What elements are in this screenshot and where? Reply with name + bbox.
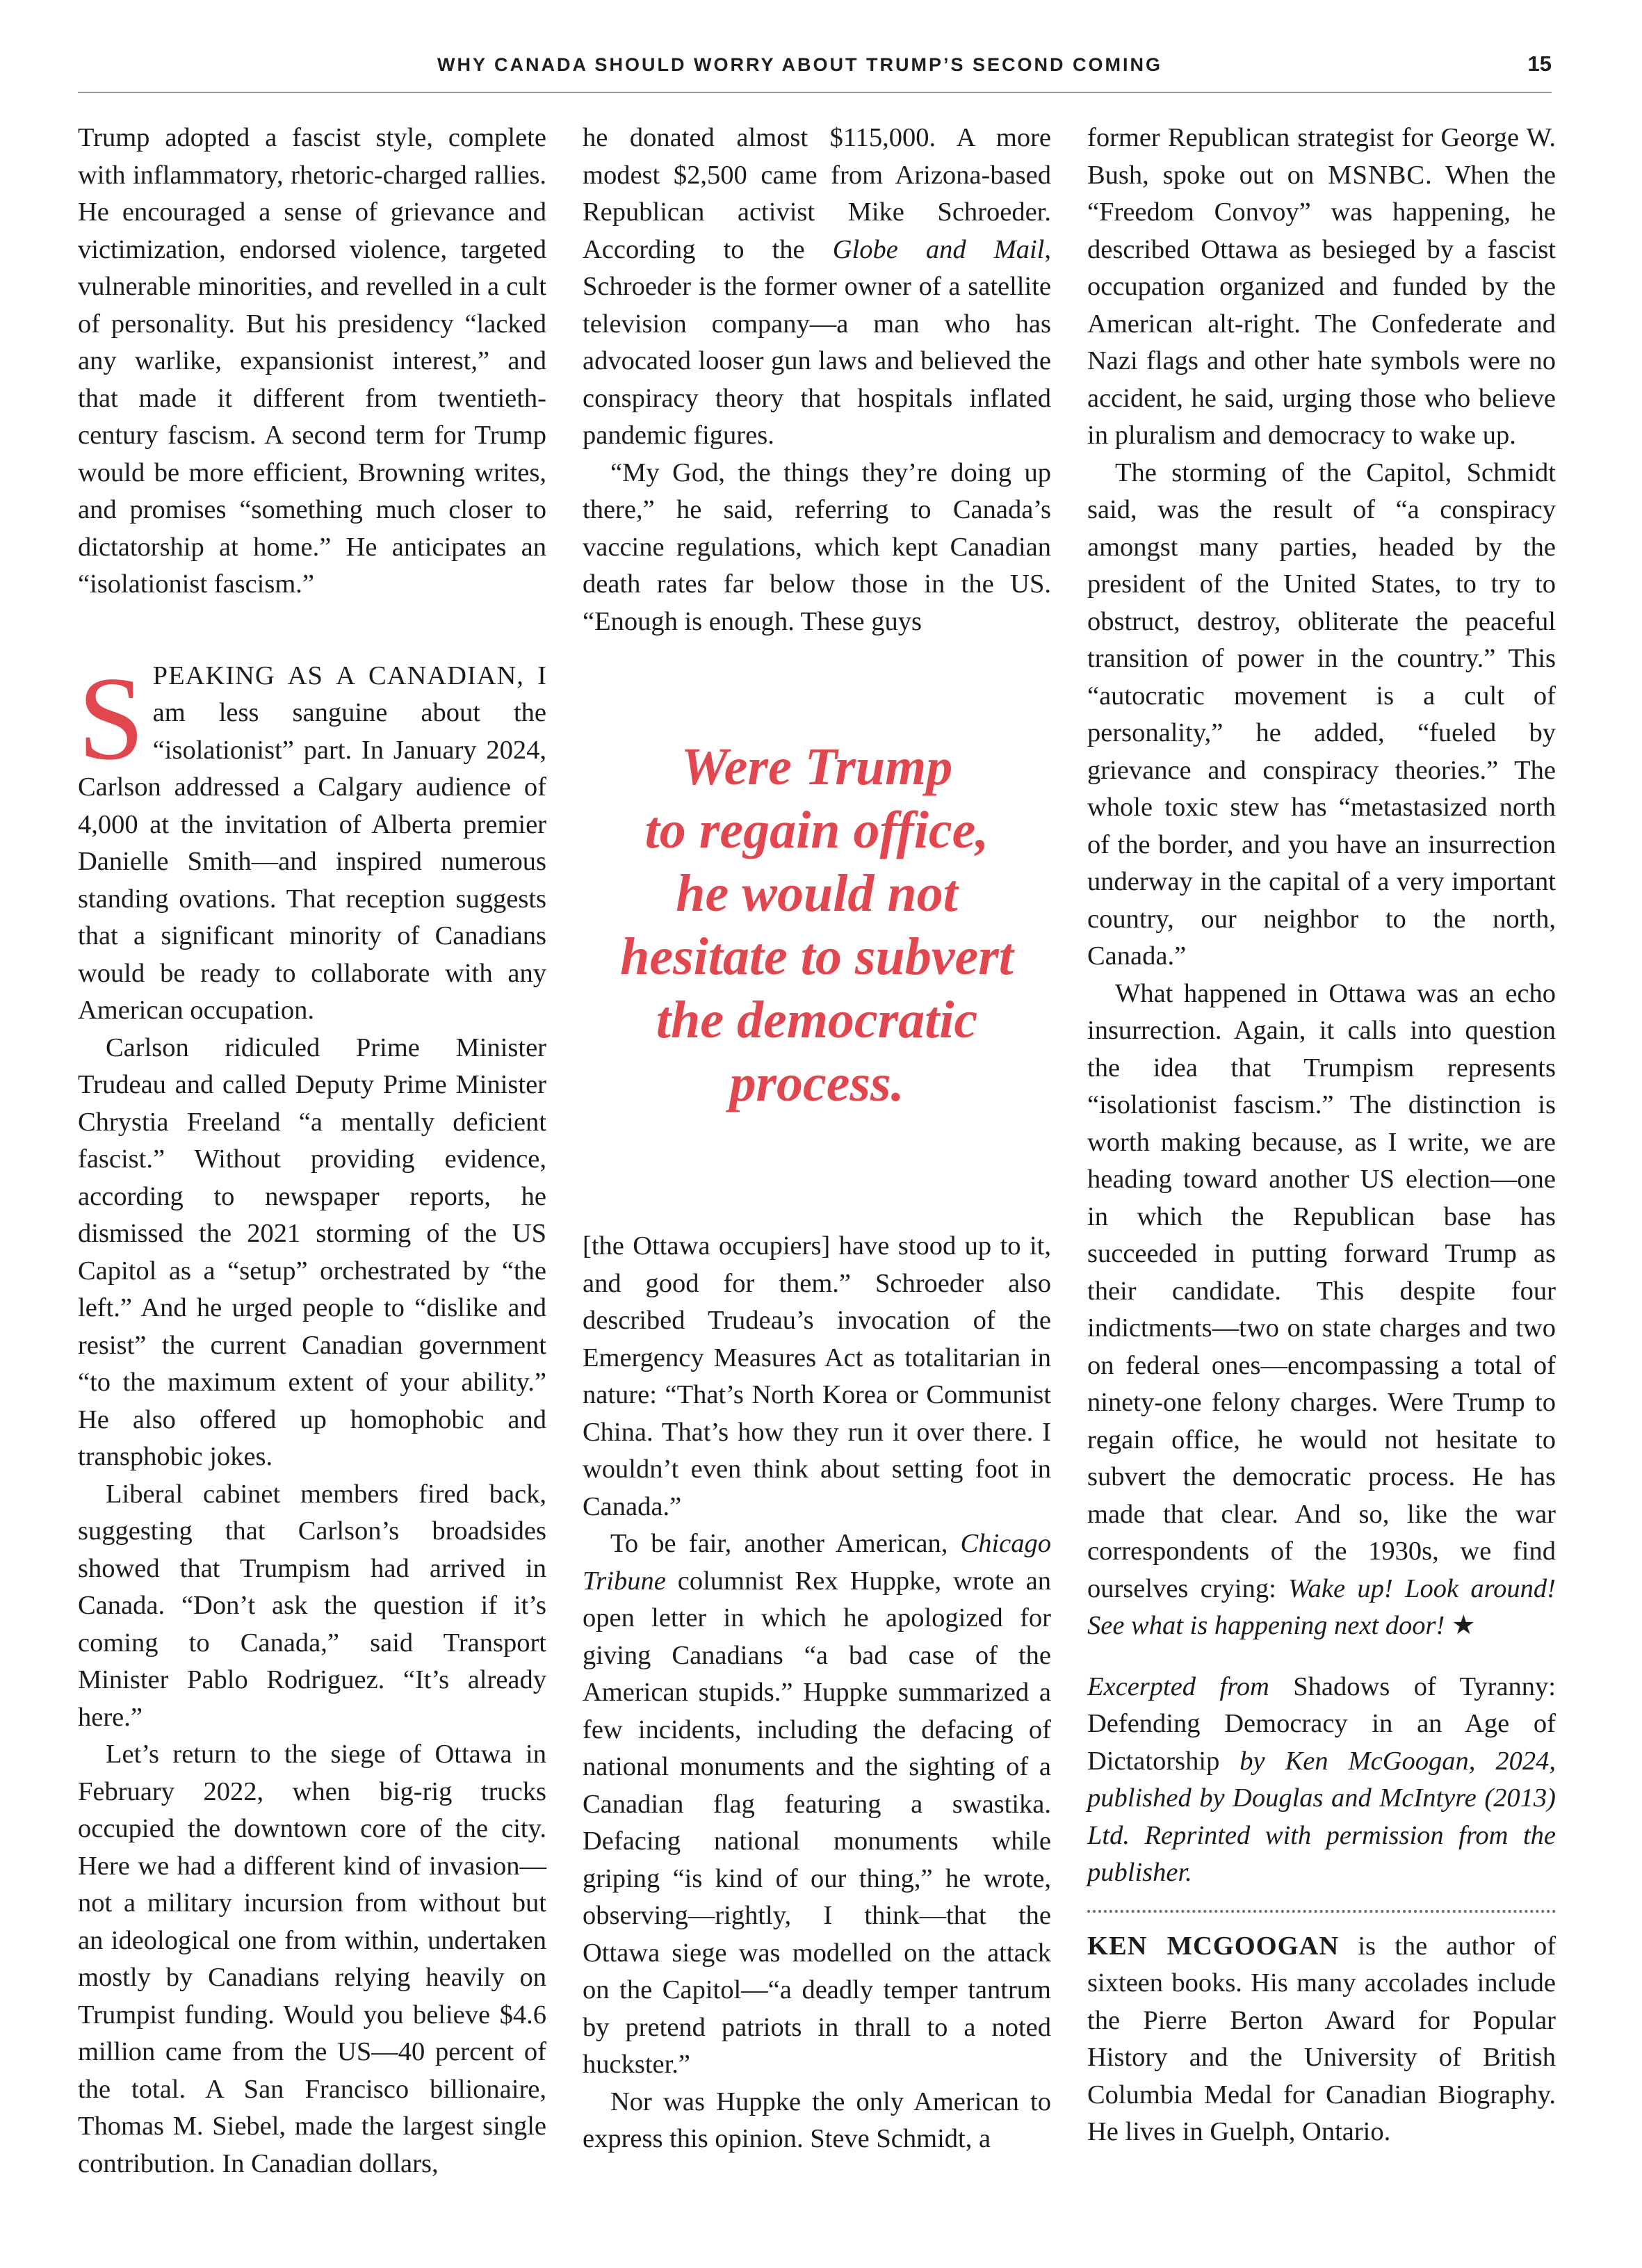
pull-quote-line: Were Trump	[681, 738, 953, 796]
paragraph: Carlson ridiculed Prime Minister Trudeau and called Deputy Prime Minister Chrystia Freeland “a mentally deficient fascist.” Without providing evidence, according to newspaper reports, he dismissed the 2021 storming of the US Capitol as a “setup” orchestrated by “the left.” And he urged people to “dislike and resist” the current Canadian government “to the maximum extent of your ability.” He also offered up homophobic and transphobic jokes.	[78, 1032, 546, 1471]
section-opening-paragraph	[78, 652, 546, 1030]
closing-paragraph	[1087, 975, 1556, 1645]
paragraph-text: To be fair, another American,	[610, 1529, 961, 1558]
paragraph: The storming of the Capitol, Schmidt said, was the result of “a conspiracy amongst many parties, headed by the president of the United States, to try to obstruct, destroy, obliterate the peaceful transition of power in the country.” This “autocratic movement is a cult of personality,” he added, “fueled by grievance and conspiracy theories.” The whole toxic stew has “metastasized north of the border, and you have an insurrection underway in the capital of a very important country, our neighbor to the north, Canada.”	[1087, 457, 1556, 971]
paragraph: Trump adopted a fascist style, complete with inflammatory, rhetoric-charged rallies. He encouraged a sense of grievance and victimization, endorsed violence, targeted vulnerable minorities, and revelled in a cult of personality. But his presidency “lacked any warlike, expansionist interest,” and that made it different from twentieth-century fascism. A second term for Trump would be more efficient, Browning writes, and promises “something much closer to dictatorship at home.” He anticipates an “isolationist fascism.”	[78, 123, 546, 599]
pull-quote-line: hesitate to subvert	[620, 928, 1014, 986]
pull-quote-line: process.	[729, 1054, 904, 1112]
paragraph: “My God, the things they’re doing up there,” he said, referring to Canada’s vaccine regulations, which kept Canadian death rates far below those in the US. “Enough is enough. These guys	[583, 457, 1051, 636]
paragraph: Let’s return to the siege of Ottawa in February 2022, when big-rig trucks occupied the downtown core of the city. Here we had a different kind of invasion—not a military incursion from without but an ideological one from within, undertaken mostly by Canadians relying heavily on Trumpist funding. Would you believe $4.6 million came from the US—40 percent of the total. A San Francisco billionaire, Thomas M. Siebel, made the largest single contribution. In Canadian dollars,	[78, 1740, 546, 2178]
credit-italic: by Ken McGoogan, 2024, published by Douglas and McIntyre (2013) Ltd. Reprinted with permission from the publisher.	[1087, 1746, 1556, 1887]
paragraph	[583, 120, 1051, 455]
pull-quote	[591, 736, 1043, 1115]
page-header	[78, 51, 1552, 93]
paragraph-text: . When the “Freedom Convoy” was happening, he described Ottawa as besieged by a fascist occupation organized and funded by the American alt-right. The Confederate and Nazi flags and other hate symbols were no accident, he said, urging those who believe in pluralism and democracy to wake up.	[1087, 160, 1556, 450]
paragraph	[583, 1525, 1051, 2084]
paragraph: [the Ottawa occupiers] have stood up to it, and good for them.” Schroeder also described Trudeau’s invocation of the Emergency Measures Act as totalitarian in nature: “That’s North Korea or Communist China. That’s how they run it over there. I wouldn’t even think about setting foot in Canada.”	[583, 1231, 1051, 1521]
column-2-upper	[583, 120, 1051, 640]
paragraph-text: columnist Rex Huppke, wrote an open letter in which he apologized for giving Canadians “a bad case of the American stupids.” Huppke summarized a few incidents, including the defacing of national monuments and the sighting of a Canadian flag featuring a swastika. Defacing national monuments while griping “is kind of our thing,” he wrote, observing—rightly, I think—that the Ottawa siege was modelled on the attack on the Capitol—“a deadly temper tantrum by pretend patriots in thrall to a noted huckster.”	[583, 1566, 1051, 2079]
pull-quote-line: he would not	[676, 864, 958, 923]
closing-italic: Wake up! Look around! See what is happening next door!	[1087, 1573, 1556, 1640]
bio-text: is the author of sixteen books. His many accolades include the Pierre Berton Award for Popular History and the University of British Columbia Medal for Canadian Biography. He lives in Guelph, Ontario.	[1087, 1931, 1556, 2146]
end-mark-star-icon: ★	[1445, 1611, 1476, 1640]
paragraph-text: former Republican strategist for George W. Bush, spoke out on	[1087, 123, 1556, 190]
excerpt-credit	[1087, 1669, 1556, 1892]
author-bio	[1087, 1928, 1556, 2151]
credit-italic: Excerpted from	[1087, 1671, 1269, 1701]
pull-quote-line: the democratic	[656, 991, 978, 1049]
header-rule	[78, 92, 1552, 93]
column-3	[1087, 120, 1556, 2151]
paragraph: Nor was Huppke the only American to express this opinion. Steve Schmidt, a	[583, 2087, 1051, 2153]
paragraph: Liberal cabinet members fired back, suggesting that Carlson’s broadsides showed that Trumpism had arrived in Canada. “Don’t ask the question if it’s coming to Canada,” said Transport Minister Pablo Rodriguez. “It’s already here.”	[78, 1479, 546, 1732]
running-head: WHY CANADA SHOULD WORRY ABOUT TRUMP’S SECOND COMING	[437, 54, 1162, 75]
column-2-lower	[583, 1228, 1051, 2158]
dotted-divider	[1087, 1910, 1556, 1913]
author-name: KEN MCGOOGAN	[1087, 1931, 1340, 1961]
book-title: Shadows of Tyranny: Defending Democracy in an Age of Dictatorship	[1087, 1671, 1556, 1776]
paragraph	[1087, 120, 1556, 455]
paragraph-text: , Schroeder is the former owner of a satellite television company—a man who has advocated looser gun laws and believed the conspiracy theory that hospitals inflated pandemic figures.	[583, 234, 1051, 450]
paragraph-text: I am less sanguine about the “isolationist” part. In January 2024, Carlson addressed a Calgary audience of 4,000 at the invitation of Alberta premier Danielle Smith—and inspired numerous standing ovations. That reception suggests that a significant minority of Canadians would be ready to collaborate with any American occupation.	[78, 661, 546, 1025]
lead-in-smallcaps: PEAKING AS A CANADIAN,	[152, 661, 524, 690]
network-name: MSNBC	[1328, 160, 1426, 190]
drop-cap: S	[78, 652, 145, 785]
paragraph-text: he donated almost $115,000. A more modest $2,500 came from Arizona-based Republican activist Mike Schroeder. According to the	[583, 123, 1051, 264]
publication-title: Chicago Tribune	[583, 1529, 1051, 1596]
column-1	[78, 120, 546, 2182]
paragraph-text: What happened in Ottawa was an echo insurrection. Again, it calls into question the idea that Trumpism represents “isolationist fascism.” The distinction is worth making because, as I write, we are heading toward another US election—one in which the Republican base has succeeded in putting forward Trump as their candidate. This despite four indictments—two on state charges and two on federal ones—encompassing a total of ninety-one felony charges. Were Trump to regain office, he would not hesitate to subvert the democratic process. He has made that clear. And so, like the war correspondents of the 1930s, we find ourselves crying:	[1087, 978, 1556, 1603]
page-number: 15	[1527, 51, 1552, 76]
publication-title: Globe and Mail	[832, 234, 1045, 264]
pull-quote-line: to regain office,	[644, 801, 989, 859]
